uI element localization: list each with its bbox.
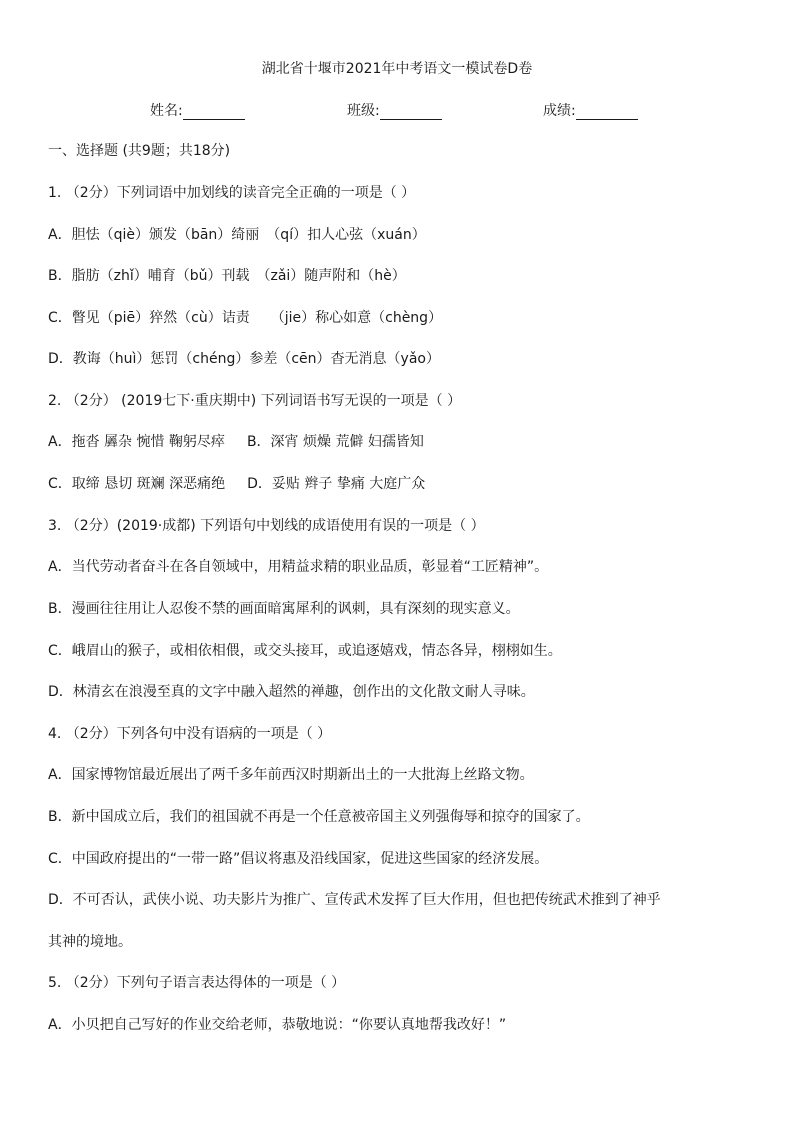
name-blank[interactable] bbox=[183, 105, 245, 120]
question-5-stem: 5. （2分）下列句子语言表达得体的一项是（ ） bbox=[48, 975, 346, 991]
question-1-option-a: A．胆怯（qiè）颁发（bān）绮丽 （qí）扣人心弦（xuán） bbox=[48, 227, 426, 243]
question-2-options-ab bbox=[48, 433, 754, 451]
name-label: 姓名: bbox=[150, 103, 183, 119]
question-3-option-d: D．林清玄在浪漫至真的文字中融入超然的禅趣，创作出的文化散文耐人寻味。 bbox=[48, 684, 535, 700]
question-4-option-d-line2: 其神的境地。 bbox=[48, 934, 132, 950]
question-4-stem: 4. （2分）下列各句中没有语病的一项是（ ） bbox=[48, 726, 332, 742]
question-3-option-a: A．当代劳动者奋斗在各自领域中，用精益求精的职业品质，彰显着“工匠精神”。 bbox=[48, 559, 549, 575]
question-3-option-b: B．漫画往往用让人忍俊不禁的画面暗寓犀利的讽刺，具有深刻的现实意义。 bbox=[48, 601, 520, 617]
section-heading: 一、选择题 (共9题；共18分) bbox=[48, 143, 231, 159]
question-4-option-c: C．中国政府提出的“一带一路”倡议将惠及沿线国家，促进这些国家的经济发展。 bbox=[48, 851, 549, 867]
question-2-option-a: A．拖沓 羼杂 惋惜 鞠躬尽瘁 bbox=[48, 434, 225, 450]
question-2-option-d: D．妥贴 辫子 挚痛 大庭广众 bbox=[247, 476, 426, 492]
question-2-option-b: B．深宵 烦燥 荒僻 妇孺皆知 bbox=[246, 434, 424, 450]
question-3-stem: 3. （2分）(2019·成都) 下列语句中划线的成语使用有误的一项是（ ） bbox=[48, 518, 485, 534]
question-4-option-b: B．新中国成立后，我们的祖国就不再是一个任意被帝国主义列强侮辱和掠夺的国家了。 bbox=[48, 809, 590, 825]
question-1-option-b: B．脂肪（zhǐ）哺育（bǔ）刊载 （zǎi）随声附和（hè） bbox=[48, 268, 406, 284]
class-label: 班级: bbox=[347, 103, 380, 119]
question-2-options-cd bbox=[48, 475, 754, 493]
question-1-stem: 1. （2分）下列词语中加划线的读音完全正确的一项是（ ） bbox=[48, 185, 416, 201]
question-1-option-c: C．瞥见（piē）猝然（cù）诘责 （jie）称心如意（chèng） bbox=[48, 310, 443, 326]
name-field bbox=[150, 100, 245, 120]
question-4-option-a: A．国家博物馆最近展出了两千多年前西汉时期新出土的一大批海上丝路文物。 bbox=[48, 767, 534, 783]
score-label: 成绩: bbox=[543, 103, 576, 119]
question-3-option-c: C．峨眉山的猴子，或相依相偎，或交头接耳，或追逐嬉戏，情态各异，栩栩如生。 bbox=[48, 643, 562, 659]
question-4-option-d-line1: D．不可否认，武侠小说、功夫影片为推广、宣传武术发挥了巨大作用，但也把传统武术推到了神乎 bbox=[48, 892, 661, 908]
score-blank[interactable] bbox=[576, 105, 638, 120]
class-field bbox=[347, 100, 442, 120]
question-5-option-a: A．小贝把自己写好的作业交给老师，恭敬地说：“你要认真地帮我改好！” bbox=[48, 1017, 507, 1033]
question-1-option-d: D．教诲（huì）惩罚（chéng）参差（cēn）杳无消息（yǎo） bbox=[48, 351, 440, 367]
score-field bbox=[543, 100, 638, 120]
class-blank[interactable] bbox=[380, 105, 442, 120]
page-title: 湖北省十堰市2021年中考语文一模试卷D卷 bbox=[261, 61, 533, 77]
question-2-stem: 2. （2分） (2019七下·重庆期中) 下列词语书写无误的一项是（ ） bbox=[48, 393, 462, 409]
question-2-option-c: C．取缔 恳切 斑斓 深恶痛绝 bbox=[48, 476, 226, 492]
